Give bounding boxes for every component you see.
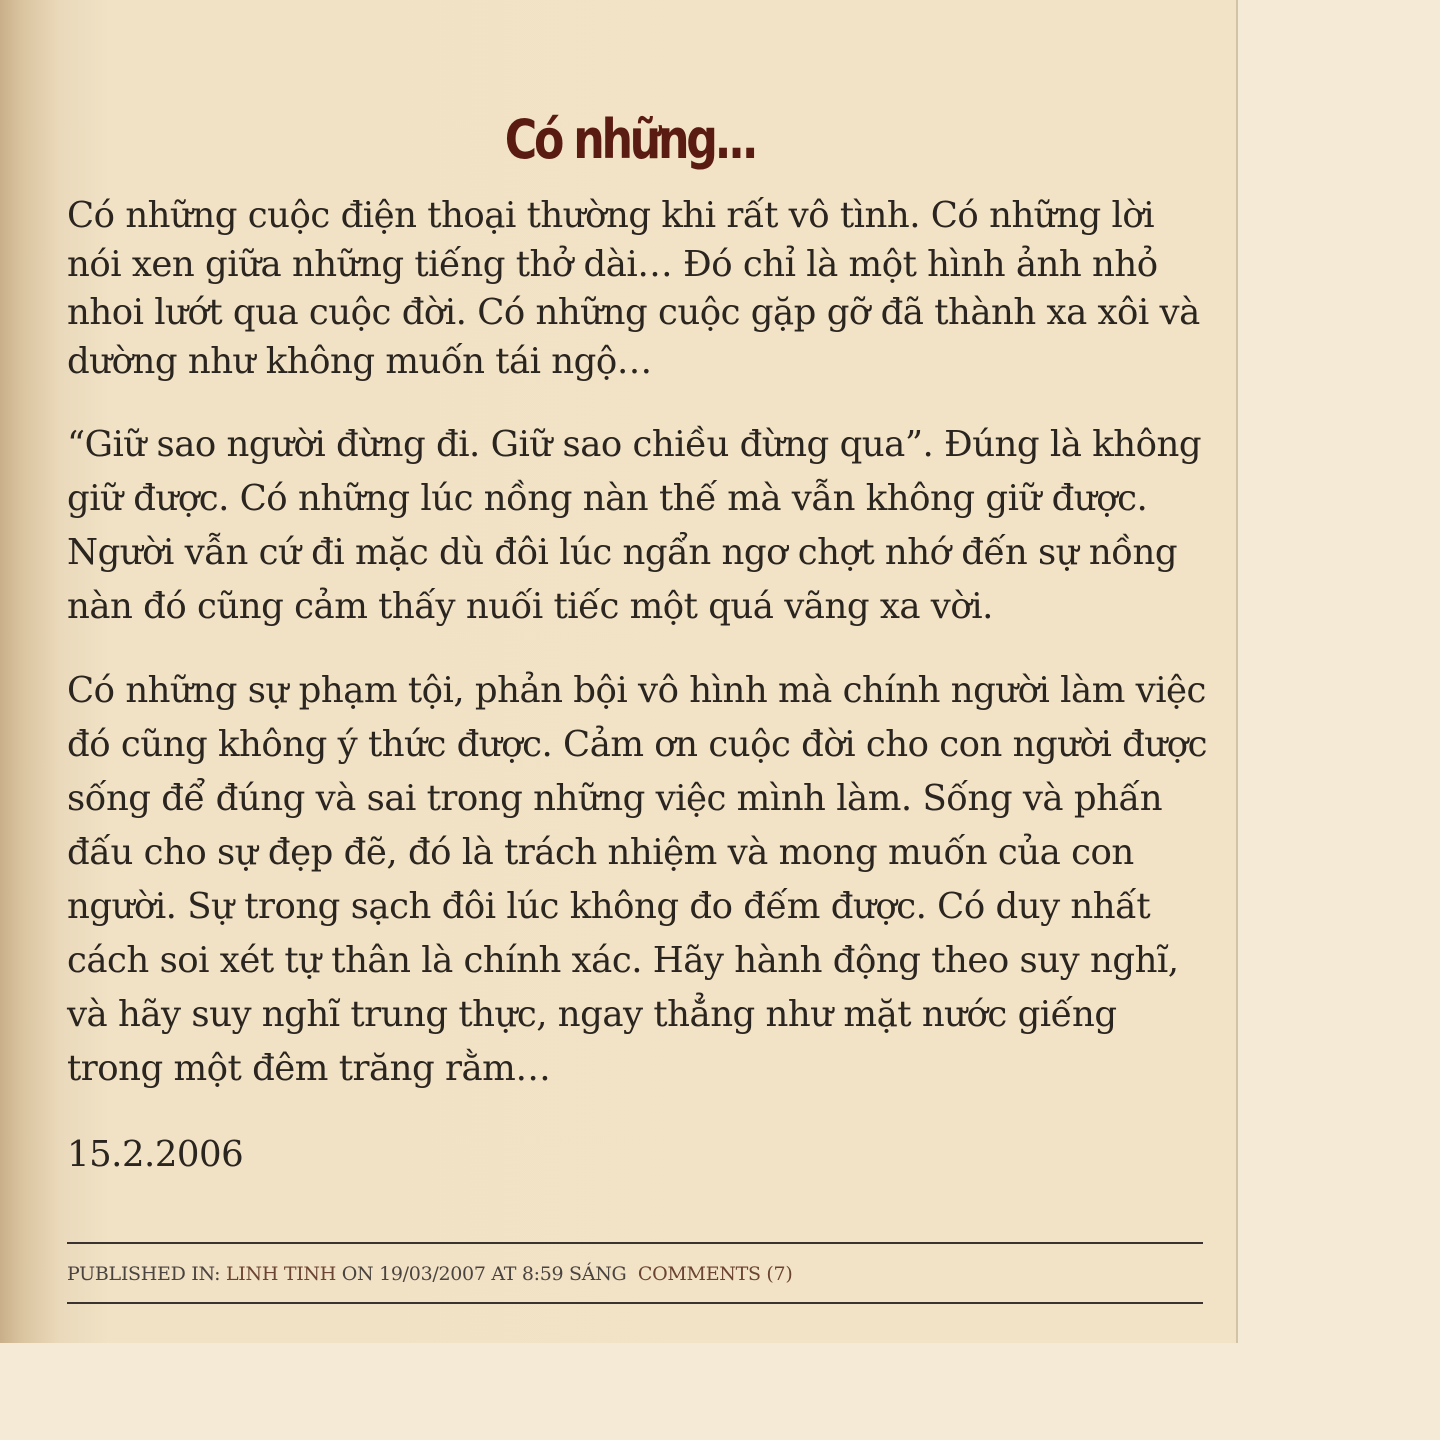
page-bottom-background [0, 1343, 1440, 1440]
published-date: ON 19/03/2007 AT 8:59 SÁNG [341, 1263, 627, 1285]
published-label: PUBLISHED IN: [67, 1263, 221, 1285]
post-meta [67, 1242, 1203, 1304]
post-date: 15.2.2006 [67, 1134, 244, 1175]
paragraph-1: Có những cuộc điện thoại thường khi rất vô tình. Có những lời nói xen giữa những tiếng thở dài… Đó chỉ là một hình ảnh nhỏ nhoi lướt qua cuộc đời. Có những cuộc gặp gỡ đã thành xa xôi và dường như không muốn tái ngộ… [67, 195, 1200, 382]
comments-link[interactable]: COMMENTS (7) [637, 1263, 793, 1285]
paragraph-2: “Giữ sao người đừng đi. Giữ sao chiều đừng qua”. Đúng là không giữ được. Có những lúc nồng nàn thế mà vẫn không giữ được. Người vẫn cứ đi mặc dù đôi lúc ngẩn ngơ chợt nhớ đến sự nồng nàn đó cũng cảm thấy nuối tiếc một quá vãng xa vời. [67, 424, 1202, 627]
post-title: Có những... [504, 108, 756, 171]
category-link[interactable]: LINH TINH [225, 1263, 337, 1285]
post-body [67, 192, 1212, 1182]
paragraph-3: Có những sự phạm tội, phản bội vô hình mà chính người làm việc đó cũng không ý thức được. Cảm ơn cuộc đời cho con người được sống để đúng và sai trong những việc mình làm. Sống và phấn đấu cho sự đẹp đẽ, đó là trách nhiệm và mong muốn của con người. Sự trong sạch đôi lúc không đo đếm được. Có duy nhất cách soi xét tự thân là chính xác. Hãy hành động theo suy nghĩ, và hãy suy nghĩ trung thực, ngay thẳng như mặt nước giếng trong một đêm trăng rằm… [67, 670, 1207, 1089]
